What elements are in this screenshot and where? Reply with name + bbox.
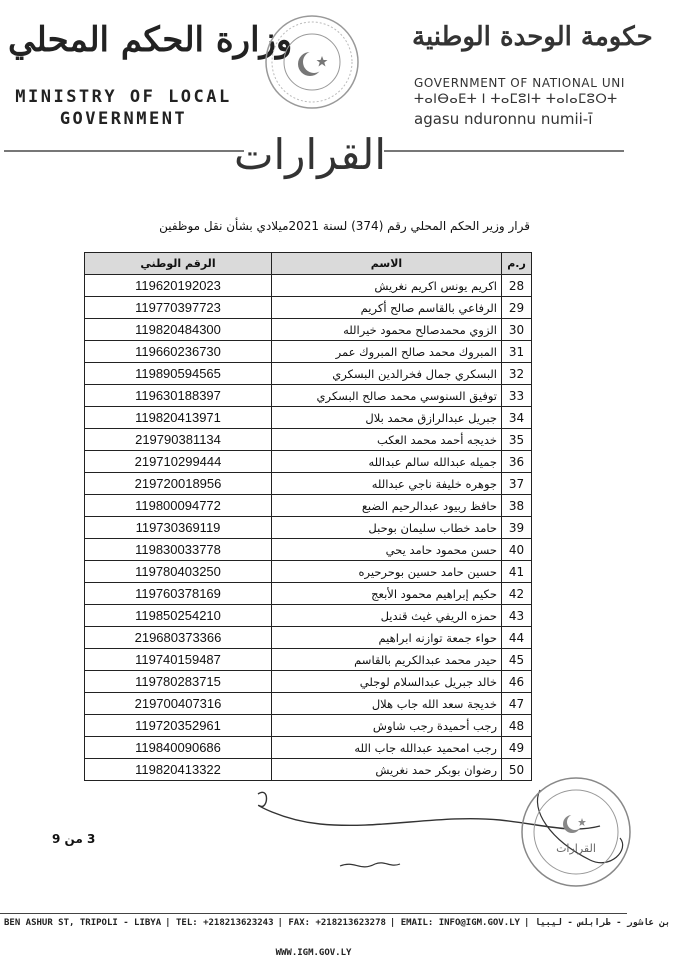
header-divider-right [384, 150, 624, 152]
table-row [85, 605, 532, 627]
row-number-cell: 50 [502, 759, 532, 781]
table-row [85, 693, 532, 715]
row-number-cell: 47 [502, 693, 532, 715]
table-row [85, 363, 532, 385]
row-number-cell: 30 [502, 319, 532, 341]
employee-name-cell: حسين حامد حسين بوحرحيره [272, 561, 502, 583]
row-number-cell: 48 [502, 715, 532, 737]
column-header-number: ر.م [502, 253, 532, 275]
row-number-cell: 36 [502, 451, 532, 473]
libya-emblem-icon [264, 14, 360, 110]
table-row [85, 561, 532, 583]
employee-name-cell: الرفاعي بالقاسم صالح أكريم [272, 297, 502, 319]
row-number-cell: 42 [502, 583, 532, 605]
national-id-cell: 119780403250 [85, 561, 272, 583]
national-id-cell: 219790381134 [85, 429, 272, 451]
table-row [85, 451, 532, 473]
national-id-cell: 119890594565 [85, 363, 272, 385]
row-number-cell: 44 [502, 627, 532, 649]
national-id-cell: 119730369119 [85, 517, 272, 539]
employee-name-cell: رضوان بوبكر حمد نغريش [272, 759, 502, 781]
row-number-cell: 49 [502, 737, 532, 759]
national-id-cell: 119620192023 [85, 275, 272, 297]
national-id-cell: 119830033778 [85, 539, 272, 561]
row-number-cell: 37 [502, 473, 532, 495]
national-id-cell: 119820413322 [85, 759, 272, 781]
column-header-name: الاسم [272, 253, 502, 275]
employee-name-cell: حامد خطاب سليمان بوحبل [272, 517, 502, 539]
row-number-cell: 38 [502, 495, 532, 517]
government-name-amazigh: agasu nduronnu numii-ī [414, 110, 593, 128]
government-name-tifinagh: ⵜⴰⵏⴱⴰⴹⵜ ⵏ ⵜⴰⵎⵓⵏⵜ ⵜⴰⵏⴰⵎⵓⵔⵜ [414, 92, 618, 107]
table-row [85, 737, 532, 759]
employee-name-cell: حواء جمعة توازنه ابراهيم [272, 627, 502, 649]
employee-name-cell: حافظ ربيود عبدالرحيم الضبع [272, 495, 502, 517]
table-row [85, 649, 532, 671]
row-number-cell: 29 [502, 297, 532, 319]
national-id-cell: 119720352961 [85, 715, 272, 737]
footer-tel: TEL: +218213623243 [175, 918, 274, 928]
national-id-cell: 119820413971 [85, 407, 272, 429]
national-id-cell: 119740159487 [85, 649, 272, 671]
row-number-cell: 39 [502, 517, 532, 539]
table-row [85, 429, 532, 451]
employee-name-cell: جبريل عبدالرازق محمد بلال [272, 407, 502, 429]
table-row [85, 385, 532, 407]
row-number-cell: 32 [502, 363, 532, 385]
employee-table [84, 252, 532, 781]
table-row [85, 671, 532, 693]
national-id-cell: 219720018956 [85, 473, 272, 495]
ministry-name-english [6, 86, 241, 130]
national-id-cell: 119760378169 [85, 583, 272, 605]
table-row [85, 407, 532, 429]
footer-website: WWW.IGM.GOV.LY [275, 948, 352, 958]
row-number-cell: 35 [502, 429, 532, 451]
government-name-english: GOVERNMENT OF NATIONAL UNI [414, 76, 626, 90]
national-id-cell: 119840090686 [85, 737, 272, 759]
national-id-cell: 219700407316 [85, 693, 272, 715]
decision-title: قرار وزير الحكم المحلي رقم (374) لسنة 2021ميلادي بشأن نقل موظفين [159, 219, 530, 233]
stamp-label: القرارات [556, 842, 596, 855]
table-row [85, 539, 532, 561]
table-row [85, 759, 532, 781]
employee-name-cell: خالد جبريل عبدالسلام لوجلي [272, 671, 502, 693]
employee-name-cell: خديجة سعد الله جاب هلال [272, 693, 502, 715]
footer-contact: BEN ASHUR ST, TRIPOLI - LIBYA | TEL: +218213623243 | FAX: +218213623278 | EMAIL: INFO@IGM.GOV.LY | بن عاشور - طرابلس - ليبيا [4, 918, 671, 928]
table-row [85, 341, 532, 363]
official-stamp-icon [520, 776, 632, 888]
row-number-cell: 45 [502, 649, 532, 671]
row-number-cell: 28 [502, 275, 532, 297]
government-name-arabic: حكومة الوحدة الوطنية [412, 22, 653, 52]
row-number-cell: 46 [502, 671, 532, 693]
employee-name-cell: حسن محمود حامد يحي [272, 539, 502, 561]
national-id-cell: 119770397723 [85, 297, 272, 319]
table-row [85, 473, 532, 495]
page-number: 3 من 9 [52, 832, 96, 846]
employee-name-cell: المبروك محمد صالح المبروك عمر [272, 341, 502, 363]
employee-name-cell: حكيم إبراهيم محمود الأبعج [272, 583, 502, 605]
national-id-cell: 119660236730 [85, 341, 272, 363]
national-id-cell: 119780283715 [85, 671, 272, 693]
employee-name-cell: توفيق السنوسي محمد صالح البسكري [272, 385, 502, 407]
employee-name-cell: البسكري جمال فخرالدين البسكري [272, 363, 502, 385]
table-row [85, 319, 532, 341]
row-number-cell: 41 [502, 561, 532, 583]
employee-name-cell: الزوي محمدصالح محمود خيرالله [272, 319, 502, 341]
column-header-national-id: الرقم الوطني [85, 253, 272, 275]
footer-divider [0, 913, 627, 914]
employee-name-cell: خديجه أحمد محمد العكب [272, 429, 502, 451]
employee-name-cell: حمزه الريفي غيث قنديل [272, 605, 502, 627]
row-number-cell: 43 [502, 605, 532, 627]
section-title: القرارات [233, 130, 387, 179]
row-number-cell: 34 [502, 407, 532, 429]
employee-name-cell: جوهره خليفة ناجي عبدالله [272, 473, 502, 495]
table-row [85, 275, 532, 297]
row-number-cell: 33 [502, 385, 532, 407]
table-row [85, 715, 532, 737]
employee-name-cell: جميله عبدالله سالم عبدالله [272, 451, 502, 473]
row-number-cell: 40 [502, 539, 532, 561]
footer-address: BEN ASHUR ST, TRIPOLI - LIBYA [4, 918, 162, 928]
national-id-cell: 119800094772 [85, 495, 272, 517]
table-row [85, 297, 532, 319]
employee-name-cell: رجب امحميد عبدالله جاب الله [272, 737, 502, 759]
national-id-cell: 219680373366 [85, 627, 272, 649]
table-row [85, 627, 532, 649]
employee-name-cell: اكريم يونس اكريم نغريش [272, 275, 502, 297]
row-number-cell: 31 [502, 341, 532, 363]
ministry-name-line1: MINISTRY OF LOCAL [15, 87, 232, 107]
ministry-name-arabic: وزارة الحكم المحلي [8, 20, 293, 60]
footer-fax: FAX: +218213623278 [288, 918, 386, 928]
employee-name-cell: حيدر محمد عبدالكريم بالقاسم [272, 649, 502, 671]
ministry-name-line2: GOVERNMENT [59, 109, 188, 129]
national-id-cell: 119820484300 [85, 319, 272, 341]
table-row [85, 517, 532, 539]
employee-table-body [85, 275, 532, 781]
employee-name-cell: رجب أحميدة رجب شاوش [272, 715, 502, 737]
table-row [85, 495, 532, 517]
footer-email: EMAIL: INFO@IGM.GOV.LY [400, 918, 520, 928]
national-id-cell: 119630188397 [85, 385, 272, 407]
table-row [85, 583, 532, 605]
table-header-row [85, 253, 532, 275]
header-divider-left [4, 150, 244, 152]
footer-address-arabic: بن عاشور - طرابلس - ليبيا [534, 918, 671, 928]
national-id-cell: 119850254210 [85, 605, 272, 627]
national-id-cell: 219710299444 [85, 451, 272, 473]
